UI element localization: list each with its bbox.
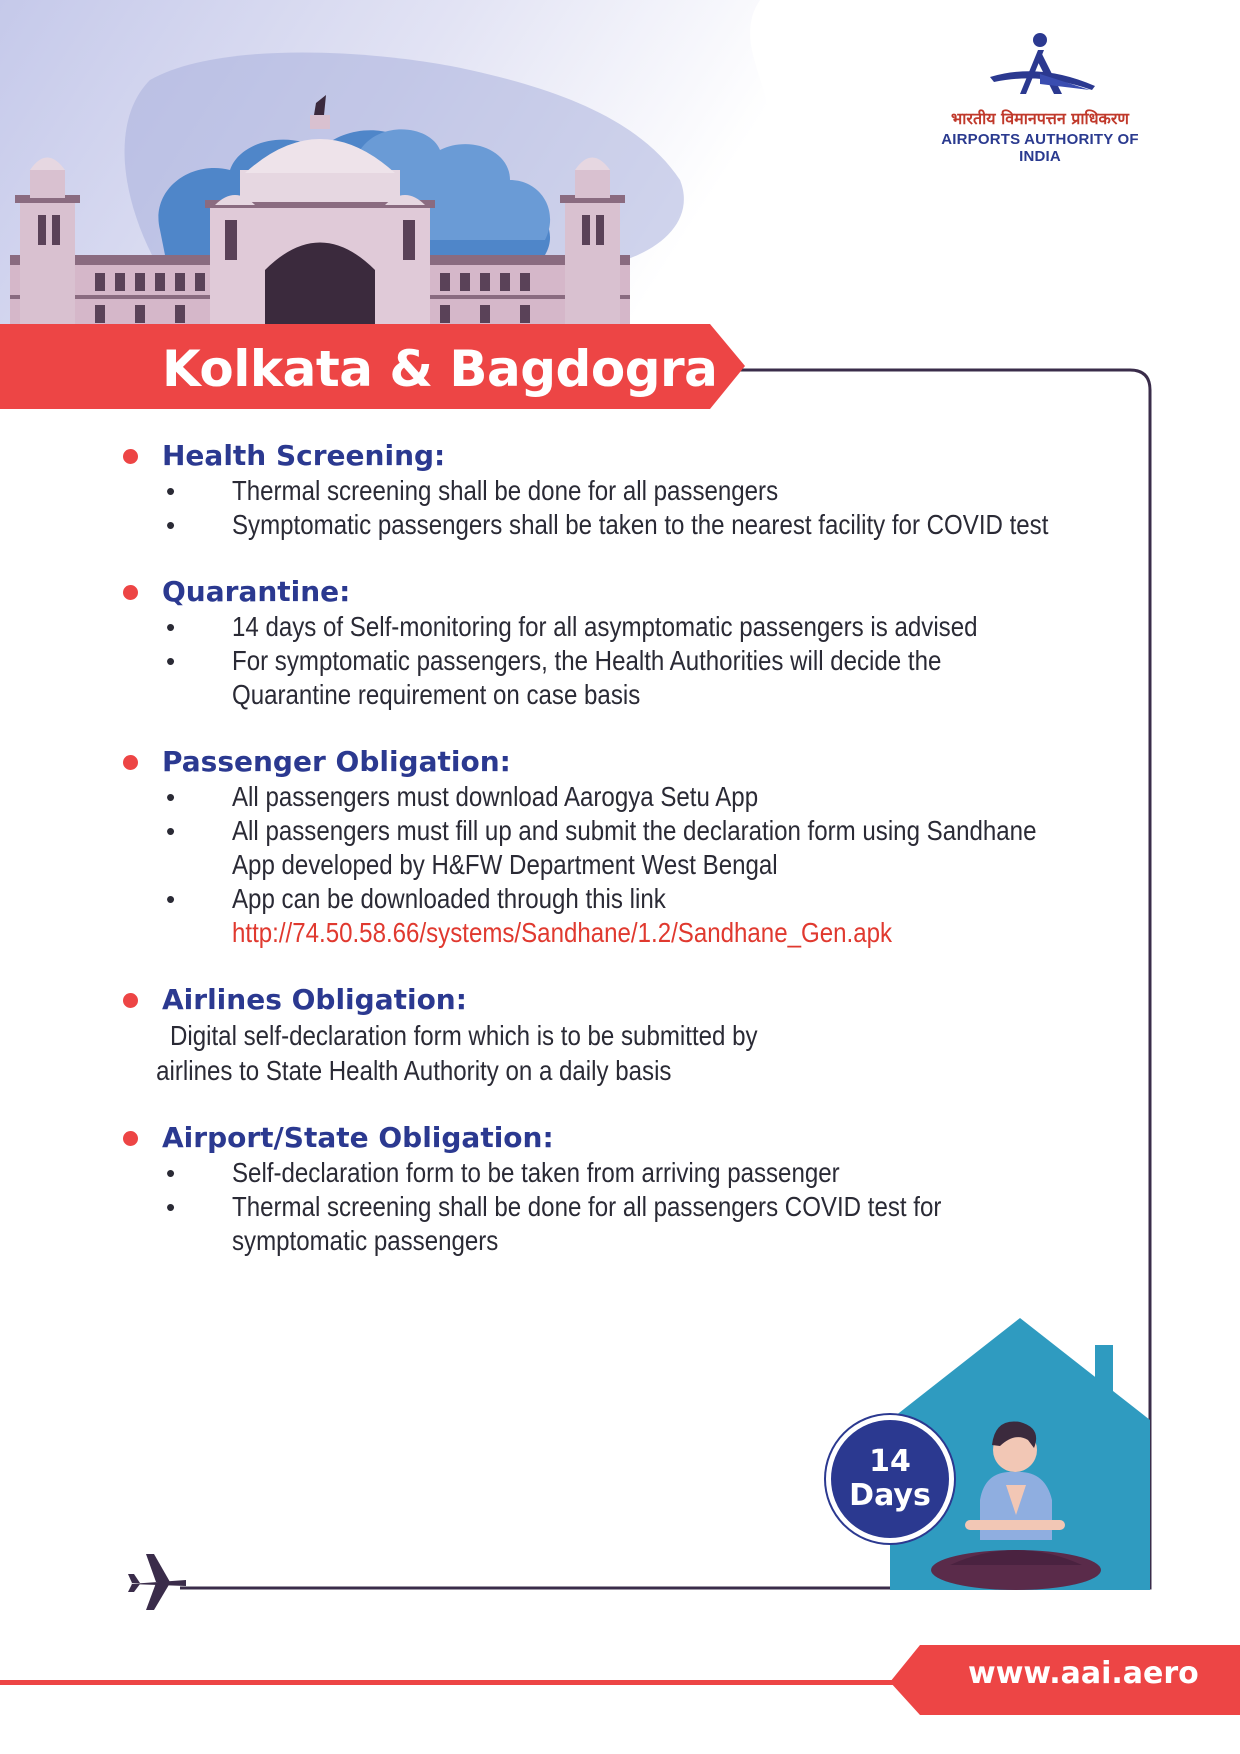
website-link[interactable]: www.aai.aero bbox=[968, 1656, 1199, 1691]
list-item: • 14 days of Self-monitoring for all asymptomatic passengers is advised bbox=[166, 611, 978, 642]
bullet-dot bbox=[123, 993, 138, 1008]
section-heading bbox=[120, 574, 1120, 610]
guidelines-content bbox=[120, 438, 1120, 1290]
fourteen-days-badge bbox=[826, 1415, 954, 1543]
list-item: • Thermal screening shall be done for all passengers bbox=[166, 475, 779, 506]
heading-text: Passenger Obligation: bbox=[162, 745, 511, 778]
section-heading bbox=[120, 1120, 1120, 1156]
badge-unit: Days bbox=[849, 1478, 931, 1513]
list-item: • Self-declaration form to be taken from arriving passenger bbox=[166, 1157, 840, 1188]
section-airlines-obligation bbox=[120, 982, 1120, 1088]
heading-text: Airport/State Obligation: bbox=[162, 1121, 554, 1154]
section-heading bbox=[120, 982, 1120, 1054]
list-item: • For symptomatic passengers, the Health Authorities will decide the bbox=[166, 645, 942, 676]
section-quarantine bbox=[120, 574, 1120, 712]
heading-text: Airlines Obligation: bbox=[162, 983, 467, 1016]
section-heading bbox=[120, 744, 1120, 780]
aai-emblem-icon bbox=[980, 32, 1100, 98]
logo-hindi-text: भारतीय विमानपत्तन प्राधिकरण bbox=[951, 109, 1129, 128]
bullet-dot bbox=[123, 1131, 138, 1146]
list-item: • All passengers must fill up and submit the declaration form using Sandhane bbox=[166, 815, 1037, 846]
sandhane-download-link[interactable]: http://74.50.58.66/systems/Sandhane/1.2/Sandhane_Gen.apk bbox=[232, 917, 893, 948]
list-item-continuation: symptomatic passengers bbox=[232, 1225, 499, 1256]
section-airport-state-obligation bbox=[120, 1120, 1120, 1258]
bullet-dot bbox=[123, 585, 138, 600]
bullet-dot bbox=[123, 449, 138, 464]
logo-english-text: AIRPORTS AUTHORITY OF INDIA bbox=[941, 131, 1139, 165]
section-passenger-obligation bbox=[120, 744, 1120, 950]
list-item: • All passengers must download Aarogya Setu App bbox=[166, 781, 759, 812]
inline-text: Digital self-declaration form which is to be submitted by bbox=[170, 1020, 758, 1051]
badge-number: 14 bbox=[869, 1444, 911, 1479]
list-item: • App can be downloaded through this link bbox=[166, 883, 666, 914]
list-item-continuation: Quarantine requirement on case basis bbox=[232, 679, 641, 710]
download-link-item[interactable] bbox=[120, 916, 1120, 950]
airplane-icon bbox=[126, 1550, 190, 1614]
list-item-continuation: App developed by H&FW Department West Bengal bbox=[232, 849, 778, 880]
continuation-text: airlines to State Health Authority on a daily basis bbox=[156, 1055, 672, 1086]
victoria-memorial-illustration bbox=[10, 95, 630, 330]
list-item: • Thermal screening shall be done for all passengers COVID test for bbox=[166, 1191, 942, 1222]
heading-text: Quarantine: bbox=[162, 575, 351, 608]
heading-text: Health Screening: bbox=[162, 439, 446, 472]
section-heading bbox=[120, 438, 1120, 474]
aai-logo bbox=[920, 32, 1160, 165]
list-item: • Symptomatic passengers shall be taken to the nearest facility for COVID test bbox=[166, 509, 1049, 540]
section-health-screening bbox=[120, 438, 1120, 542]
bullet-dot bbox=[123, 755, 138, 770]
page-title: Kolkata & Bagdogra bbox=[162, 340, 718, 398]
